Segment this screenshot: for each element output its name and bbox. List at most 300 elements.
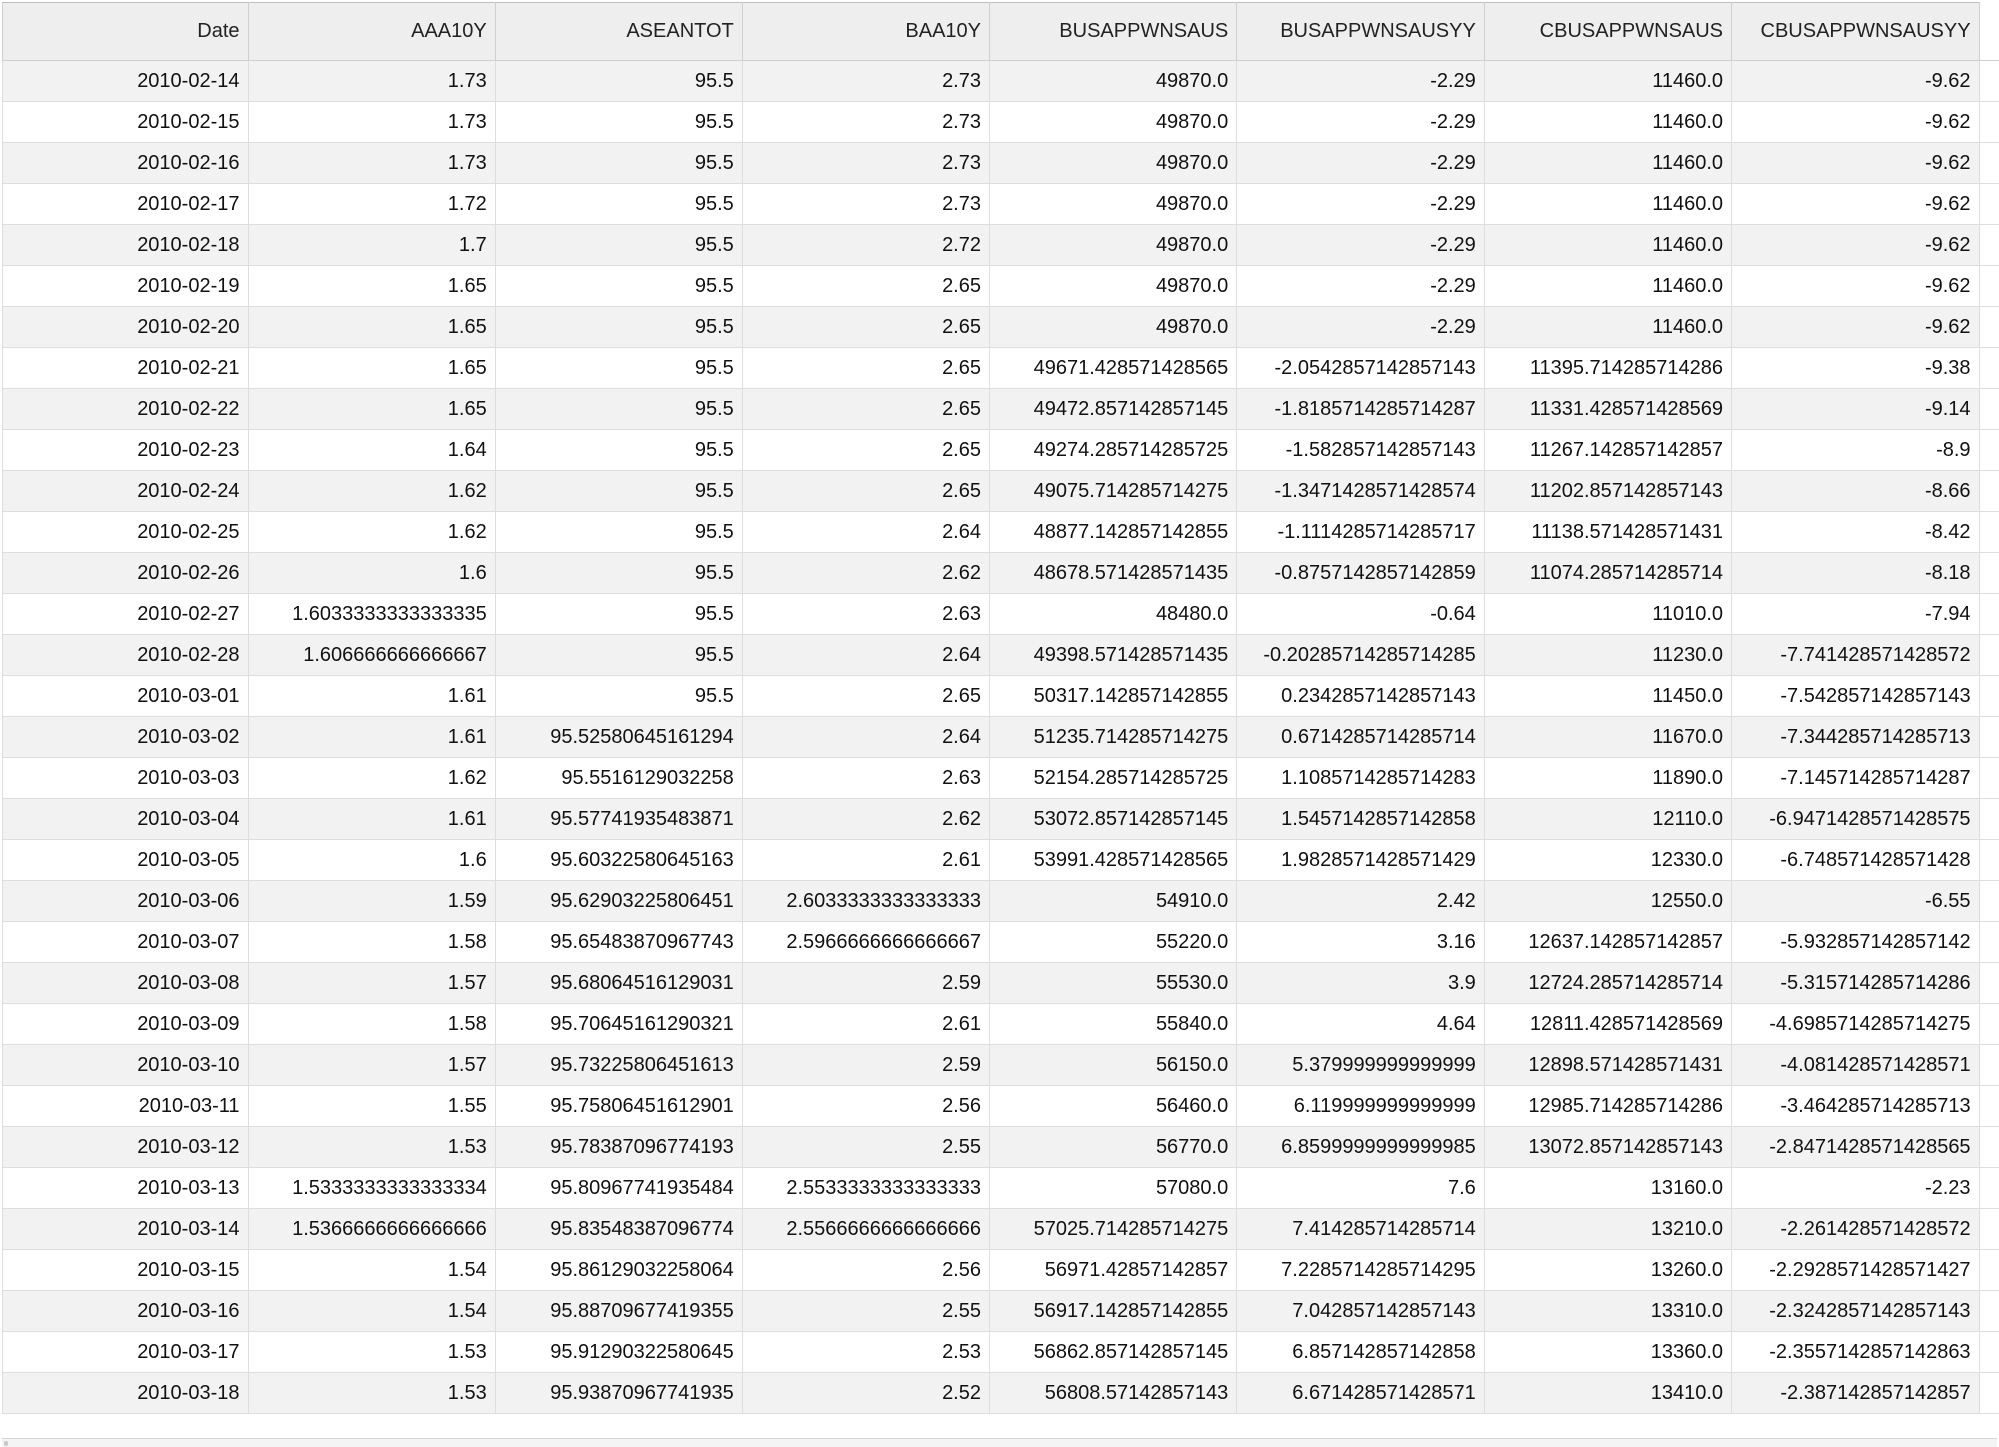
cell-aseantot[interactable]: 95.75806451612901 bbox=[495, 1086, 742, 1127]
table-row[interactable] bbox=[3, 184, 1999, 225]
cell-aseantot[interactable]: 95.86129032258064 bbox=[495, 1250, 742, 1291]
table-row[interactable] bbox=[3, 225, 1999, 266]
cell-busappwnsausyy[interactable]: -2.29 bbox=[1237, 143, 1485, 184]
cell-aseantot[interactable]: 95.83548387096774 bbox=[495, 1209, 742, 1250]
cell-busappwnsaus[interactable]: 48678.571428571435 bbox=[990, 553, 1237, 594]
table-row[interactable] bbox=[3, 881, 1999, 922]
cell-cbusappwnsausyy[interactable]: -2.3242857142857143 bbox=[1732, 1291, 1980, 1332]
cell-aseantot[interactable]: 95.78387096774193 bbox=[495, 1127, 742, 1168]
cell-busappwnsausyy[interactable]: -2.29 bbox=[1237, 102, 1485, 143]
cell-baa10y[interactable]: 2.73 bbox=[742, 143, 989, 184]
cell-busappwnsausyy[interactable]: -2.29 bbox=[1237, 61, 1485, 102]
cell-cbusappwnsausyy[interactable]: -7.145714285714287 bbox=[1732, 758, 1980, 799]
cell-aseantot[interactable]: 95.5 bbox=[495, 184, 742, 225]
cell-busappwnsausyy[interactable]: -2.29 bbox=[1237, 184, 1485, 225]
cell-date[interactable]: 2010-02-27 bbox=[3, 594, 249, 635]
cell-aaa10y[interactable]: 1.73 bbox=[248, 143, 495, 184]
cell-aaa10y[interactable]: 1.61 bbox=[248, 676, 495, 717]
cell-aaa10y[interactable]: 1.65 bbox=[248, 307, 495, 348]
cell-aseantot[interactable]: 95.88709677419355 bbox=[495, 1291, 742, 1332]
cell-baa10y[interactable]: 2.65 bbox=[742, 307, 989, 348]
cell-baa10y[interactable]: 2.61 bbox=[742, 840, 989, 881]
cell-date[interactable]: 2010-03-12 bbox=[3, 1127, 249, 1168]
cell-aseantot[interactable]: 95.5 bbox=[495, 266, 742, 307]
table-row[interactable] bbox=[3, 553, 1999, 594]
cell-date[interactable]: 2010-03-14 bbox=[3, 1209, 249, 1250]
cell-aseantot[interactable]: 95.5 bbox=[495, 635, 742, 676]
cell-cbusappwnsausyy[interactable]: -5.932857142857142 bbox=[1732, 922, 1980, 963]
cell-cbusappwnsausyy[interactable]: -6.9471428571428575 bbox=[1732, 799, 1980, 840]
cell-cbusappwnsaus[interactable]: 11890.0 bbox=[1484, 758, 1731, 799]
cell-aseantot[interactable]: 95.5 bbox=[495, 389, 742, 430]
cell-busappwnsaus[interactable]: 55840.0 bbox=[990, 1004, 1237, 1045]
cell-cbusappwnsaus[interactable]: 11670.0 bbox=[1484, 717, 1731, 758]
cell-aaa10y[interactable]: 1.5366666666666666 bbox=[248, 1209, 495, 1250]
cell-cbusappwnsaus[interactable]: 11460.0 bbox=[1484, 61, 1731, 102]
cell-busappwnsausyy[interactable]: 0.2342857142857143 bbox=[1237, 676, 1485, 717]
cell-aaa10y[interactable]: 1.606666666666667 bbox=[248, 635, 495, 676]
cell-busappwnsausyy[interactable]: -0.64 bbox=[1237, 594, 1485, 635]
cell-date[interactable]: 2010-03-07 bbox=[3, 922, 249, 963]
cell-aseantot[interactable]: 95.5 bbox=[495, 348, 742, 389]
cell-cbusappwnsaus[interactable]: 11460.0 bbox=[1484, 307, 1731, 348]
cell-busappwnsaus[interactable]: 49472.857142857145 bbox=[990, 389, 1237, 430]
cell-aaa10y[interactable]: 1.73 bbox=[248, 102, 495, 143]
cell-busappwnsaus[interactable]: 49075.714285714275 bbox=[990, 471, 1237, 512]
cell-baa10y[interactable]: 2.55 bbox=[742, 1127, 989, 1168]
cell-cbusappwnsausyy[interactable]: -7.344285714285713 bbox=[1732, 717, 1980, 758]
cell-aseantot[interactable]: 95.70645161290321 bbox=[495, 1004, 742, 1045]
cell-aaa10y[interactable]: 1.65 bbox=[248, 389, 495, 430]
cell-cbusappwnsausyy[interactable]: -2.23 bbox=[1732, 1168, 1980, 1209]
cell-cbusappwnsaus[interactable]: 12724.285714285714 bbox=[1484, 963, 1731, 1004]
cell-aseantot[interactable]: 95.5 bbox=[495, 430, 742, 471]
cell-busappwnsaus[interactable]: 55220.0 bbox=[990, 922, 1237, 963]
table-row[interactable] bbox=[3, 676, 1999, 717]
column-header-aseantot[interactable]: ASEANTOT bbox=[495, 3, 742, 61]
cell-aaa10y[interactable]: 1.62 bbox=[248, 512, 495, 553]
table-row[interactable] bbox=[3, 389, 1999, 430]
cell-cbusappwnsaus[interactable]: 12110.0 bbox=[1484, 799, 1731, 840]
cell-aaa10y[interactable]: 1.54 bbox=[248, 1250, 495, 1291]
table-row[interactable] bbox=[3, 143, 1999, 184]
cell-busappwnsaus[interactable]: 50317.142857142855 bbox=[990, 676, 1237, 717]
cell-baa10y[interactable]: 2.62 bbox=[742, 553, 989, 594]
cell-busappwnsausyy[interactable]: 2.42 bbox=[1237, 881, 1485, 922]
cell-baa10y[interactable]: 2.72 bbox=[742, 225, 989, 266]
cell-date[interactable]: 2010-03-06 bbox=[3, 881, 249, 922]
cell-cbusappwnsausyy[interactable]: -8.18 bbox=[1732, 553, 1980, 594]
table-row[interactable] bbox=[3, 512, 1999, 553]
cell-busappwnsaus[interactable]: 52154.285714285725 bbox=[990, 758, 1237, 799]
cell-busappwnsaus[interactable]: 49870.0 bbox=[990, 143, 1237, 184]
cell-aaa10y[interactable]: 1.73 bbox=[248, 61, 495, 102]
cell-busappwnsausyy[interactable]: -1.1114285714285717 bbox=[1237, 512, 1485, 553]
cell-cbusappwnsaus[interactable]: 11460.0 bbox=[1484, 143, 1731, 184]
cell-busappwnsaus[interactable]: 49671.428571428565 bbox=[990, 348, 1237, 389]
cell-cbusappwnsausyy[interactable]: -9.38 bbox=[1732, 348, 1980, 389]
cell-cbusappwnsausyy[interactable]: -4.081428571428571 bbox=[1732, 1045, 1980, 1086]
column-header-busappwnsaus[interactable]: BUSAPPWNSAUS bbox=[990, 3, 1237, 61]
cell-date[interactable]: 2010-03-01 bbox=[3, 676, 249, 717]
cell-aaa10y[interactable]: 1.6033333333333335 bbox=[248, 594, 495, 635]
cell-cbusappwnsaus[interactable]: 13410.0 bbox=[1484, 1373, 1731, 1414]
column-header-busappwnsausyy[interactable]: BUSAPPWNSAUSYY bbox=[1237, 3, 1485, 61]
cell-aseantot[interactable]: 95.5516129032258 bbox=[495, 758, 742, 799]
cell-busappwnsaus[interactable]: 54910.0 bbox=[990, 881, 1237, 922]
cell-cbusappwnsausyy[interactable]: -2.2928571428571427 bbox=[1732, 1250, 1980, 1291]
cell-cbusappwnsaus[interactable]: 11331.428571428569 bbox=[1484, 389, 1731, 430]
cell-cbusappwnsaus[interactable]: 11450.0 bbox=[1484, 676, 1731, 717]
cell-aaa10y[interactable]: 1.55 bbox=[248, 1086, 495, 1127]
cell-cbusappwnsausyy[interactable]: -9.62 bbox=[1732, 143, 1980, 184]
cell-busappwnsausyy[interactable]: -0.20285714285714285 bbox=[1237, 635, 1485, 676]
cell-aseantot[interactable]: 95.5 bbox=[495, 307, 742, 348]
cell-date[interactable]: 2010-03-08 bbox=[3, 963, 249, 1004]
cell-cbusappwnsausyy[interactable]: -9.62 bbox=[1732, 61, 1980, 102]
table-row[interactable] bbox=[3, 799, 1999, 840]
cell-busappwnsausyy[interactable]: -1.582857142857143 bbox=[1237, 430, 1485, 471]
cell-aseantot[interactable]: 95.5 bbox=[495, 61, 742, 102]
table-row[interactable] bbox=[3, 1250, 1999, 1291]
table-row[interactable] bbox=[3, 635, 1999, 676]
cell-cbusappwnsausyy[interactable]: -8.66 bbox=[1732, 471, 1980, 512]
cell-cbusappwnsausyy[interactable]: -8.42 bbox=[1732, 512, 1980, 553]
cell-busappwnsausyy[interactable]: 7.2285714285714295 bbox=[1237, 1250, 1485, 1291]
column-header-cbusappwnsaus[interactable]: CBUSAPPWNSAUS bbox=[1484, 3, 1731, 61]
table-row[interactable] bbox=[3, 594, 1999, 635]
cell-date[interactable]: 2010-02-24 bbox=[3, 471, 249, 512]
cell-aaa10y[interactable]: 1.54 bbox=[248, 1291, 495, 1332]
cell-date[interactable]: 2010-02-26 bbox=[3, 553, 249, 594]
cell-aaa10y[interactable]: 1.6 bbox=[248, 553, 495, 594]
cell-date[interactable]: 2010-03-09 bbox=[3, 1004, 249, 1045]
cell-aaa10y[interactable]: 1.61 bbox=[248, 799, 495, 840]
cell-busappwnsaus[interactable]: 56862.857142857145 bbox=[990, 1332, 1237, 1373]
cell-aseantot[interactable]: 95.68064516129031 bbox=[495, 963, 742, 1004]
cell-date[interactable]: 2010-02-14 bbox=[3, 61, 249, 102]
cell-cbusappwnsausyy[interactable]: -9.62 bbox=[1732, 266, 1980, 307]
cell-cbusappwnsaus[interactable]: 11010.0 bbox=[1484, 594, 1731, 635]
table-row[interactable] bbox=[3, 1045, 1999, 1086]
table-row[interactable] bbox=[3, 1127, 1999, 1168]
table-row[interactable] bbox=[3, 61, 1999, 102]
table-row[interactable] bbox=[3, 102, 1999, 143]
column-header-cbusappwnsausyy[interactable]: CBUSAPPWNSAUSYY bbox=[1732, 3, 1980, 61]
cell-busappwnsausyy[interactable]: -2.29 bbox=[1237, 225, 1485, 266]
cell-aaa10y[interactable]: 1.58 bbox=[248, 1004, 495, 1045]
table-row[interactable] bbox=[3, 1168, 1999, 1209]
cell-cbusappwnsausyy[interactable]: -9.62 bbox=[1732, 225, 1980, 266]
cell-busappwnsausyy[interactable]: 1.9828571428571429 bbox=[1237, 840, 1485, 881]
cell-cbusappwnsaus[interactable]: 11460.0 bbox=[1484, 102, 1731, 143]
cell-cbusappwnsausyy[interactable]: -9.62 bbox=[1732, 184, 1980, 225]
cell-cbusappwnsausyy[interactable]: -2.3557142857142863 bbox=[1732, 1332, 1980, 1373]
cell-busappwnsaus[interactable]: 57025.714285714275 bbox=[990, 1209, 1237, 1250]
cell-busappwnsausyy[interactable]: 1.1085714285714283 bbox=[1237, 758, 1485, 799]
cell-baa10y[interactable]: 2.5966666666666667 bbox=[742, 922, 989, 963]
cell-busappwnsausyy[interactable]: 3.9 bbox=[1237, 963, 1485, 1004]
cell-busappwnsaus[interactable]: 49274.285714285725 bbox=[990, 430, 1237, 471]
cell-busappwnsaus[interactable]: 56808.57142857143 bbox=[990, 1373, 1237, 1414]
table-row[interactable] bbox=[3, 471, 1999, 512]
cell-busappwnsaus[interactable]: 51235.714285714275 bbox=[990, 717, 1237, 758]
cell-cbusappwnsaus[interactable]: 12330.0 bbox=[1484, 840, 1731, 881]
cell-cbusappwnsaus[interactable]: 13360.0 bbox=[1484, 1332, 1731, 1373]
cell-busappwnsausyy[interactable]: 7.6 bbox=[1237, 1168, 1485, 1209]
cell-date[interactable]: 2010-02-19 bbox=[3, 266, 249, 307]
cell-baa10y[interactable]: 2.5566666666666666 bbox=[742, 1209, 989, 1250]
cell-cbusappwnsausyy[interactable]: -2.261428571428572 bbox=[1732, 1209, 1980, 1250]
cell-busappwnsaus[interactable]: 49870.0 bbox=[990, 184, 1237, 225]
cell-baa10y[interactable]: 2.73 bbox=[742, 102, 989, 143]
cell-cbusappwnsaus[interactable]: 11395.714285714286 bbox=[1484, 348, 1731, 389]
scrollbar-thumb[interactable] bbox=[4, 1441, 8, 1446]
cell-cbusappwnsaus[interactable]: 11138.571428571431 bbox=[1484, 512, 1731, 553]
cell-cbusappwnsausyy[interactable]: -6.55 bbox=[1732, 881, 1980, 922]
cell-aaa10y[interactable]: 1.7 bbox=[248, 225, 495, 266]
cell-busappwnsausyy[interactable]: -2.0542857142857143 bbox=[1237, 348, 1485, 389]
cell-aaa10y[interactable]: 1.72 bbox=[248, 184, 495, 225]
cell-busappwnsausyy[interactable]: 6.857142857142858 bbox=[1237, 1332, 1485, 1373]
cell-baa10y[interactable]: 2.6033333333333333 bbox=[742, 881, 989, 922]
cell-cbusappwnsausyy[interactable]: -4.6985714285714275 bbox=[1732, 1004, 1980, 1045]
cell-aseantot[interactable]: 95.5 bbox=[495, 676, 742, 717]
cell-date[interactable]: 2010-03-04 bbox=[3, 799, 249, 840]
table-row[interactable] bbox=[3, 840, 1999, 881]
cell-cbusappwnsausyy[interactable]: -2.8471428571428565 bbox=[1732, 1127, 1980, 1168]
cell-cbusappwnsaus[interactable]: 12637.142857142857 bbox=[1484, 922, 1731, 963]
cell-baa10y[interactable]: 2.65 bbox=[742, 430, 989, 471]
cell-cbusappwnsaus[interactable]: 11230.0 bbox=[1484, 635, 1731, 676]
table-row[interactable] bbox=[3, 1291, 1999, 1332]
column-header-baa10y[interactable]: BAA10Y bbox=[742, 3, 989, 61]
cell-date[interactable]: 2010-03-17 bbox=[3, 1332, 249, 1373]
cell-cbusappwnsausyy[interactable]: -3.464285714285713 bbox=[1732, 1086, 1980, 1127]
cell-date[interactable]: 2010-02-23 bbox=[3, 430, 249, 471]
cell-baa10y[interactable]: 2.73 bbox=[742, 184, 989, 225]
table-row[interactable] bbox=[3, 963, 1999, 1004]
cell-busappwnsaus[interactable]: 55530.0 bbox=[990, 963, 1237, 1004]
cell-cbusappwnsaus[interactable]: 11267.142857142857 bbox=[1484, 430, 1731, 471]
cell-cbusappwnsaus[interactable]: 11202.857142857143 bbox=[1484, 471, 1731, 512]
table-row[interactable] bbox=[3, 1332, 1999, 1373]
cell-busappwnsaus[interactable]: 56150.0 bbox=[990, 1045, 1237, 1086]
cell-aaa10y[interactable]: 1.58 bbox=[248, 922, 495, 963]
cell-baa10y[interactable]: 2.64 bbox=[742, 635, 989, 676]
cell-baa10y[interactable]: 2.65 bbox=[742, 348, 989, 389]
cell-baa10y[interactable]: 2.56 bbox=[742, 1250, 989, 1291]
cell-baa10y[interactable]: 2.73 bbox=[742, 61, 989, 102]
cell-cbusappwnsausyy[interactable]: -8.9 bbox=[1732, 430, 1980, 471]
cell-aseantot[interactable]: 95.5 bbox=[495, 143, 742, 184]
cell-aseantot[interactable]: 95.5 bbox=[495, 553, 742, 594]
cell-cbusappwnsaus[interactable]: 13260.0 bbox=[1484, 1250, 1731, 1291]
cell-busappwnsausyy[interactable]: -2.29 bbox=[1237, 307, 1485, 348]
cell-date[interactable]: 2010-03-10 bbox=[3, 1045, 249, 1086]
cell-cbusappwnsausyy[interactable]: -7.741428571428572 bbox=[1732, 635, 1980, 676]
cell-busappwnsausyy[interactable]: 6.8599999999999985 bbox=[1237, 1127, 1485, 1168]
cell-aaa10y[interactable]: 1.57 bbox=[248, 1045, 495, 1086]
cell-busappwnsausyy[interactable]: 6.119999999999999 bbox=[1237, 1086, 1485, 1127]
cell-aseantot[interactable]: 95.5 bbox=[495, 225, 742, 266]
table-row[interactable] bbox=[3, 1373, 1999, 1414]
table-row[interactable] bbox=[3, 1004, 1999, 1045]
cell-aseantot[interactable]: 95.5 bbox=[495, 594, 742, 635]
cell-baa10y[interactable]: 2.56 bbox=[742, 1086, 989, 1127]
cell-busappwnsaus[interactable]: 48877.142857142855 bbox=[990, 512, 1237, 553]
cell-aseantot[interactable]: 95.93870967741935 bbox=[495, 1373, 742, 1414]
cell-busappwnsausyy[interactable]: -2.29 bbox=[1237, 266, 1485, 307]
cell-busappwnsaus[interactable]: 56917.142857142855 bbox=[990, 1291, 1237, 1332]
cell-aseantot[interactable]: 95.5 bbox=[495, 102, 742, 143]
cell-busappwnsaus[interactable]: 49870.0 bbox=[990, 266, 1237, 307]
cell-busappwnsausyy[interactable]: 5.379999999999999 bbox=[1237, 1045, 1485, 1086]
cell-busappwnsaus[interactable]: 49870.0 bbox=[990, 225, 1237, 266]
cell-aseantot[interactable]: 95.62903225806451 bbox=[495, 881, 742, 922]
cell-cbusappwnsausyy[interactable]: -9.14 bbox=[1732, 389, 1980, 430]
cell-busappwnsausyy[interactable]: -1.8185714285714287 bbox=[1237, 389, 1485, 430]
cell-aseantot[interactable]: 95.80967741935484 bbox=[495, 1168, 742, 1209]
cell-baa10y[interactable]: 2.55 bbox=[742, 1291, 989, 1332]
cell-cbusappwnsausyy[interactable]: -7.542857142857143 bbox=[1732, 676, 1980, 717]
cell-cbusappwnsaus[interactable]: 11460.0 bbox=[1484, 184, 1731, 225]
cell-date[interactable]: 2010-03-11 bbox=[3, 1086, 249, 1127]
cell-baa10y[interactable]: 2.59 bbox=[742, 963, 989, 1004]
column-header-aaa10y[interactable]: AAA10Y bbox=[248, 3, 495, 61]
cell-aaa10y[interactable]: 1.64 bbox=[248, 430, 495, 471]
cell-busappwnsaus[interactable]: 48480.0 bbox=[990, 594, 1237, 635]
cell-busappwnsaus[interactable]: 53991.428571428565 bbox=[990, 840, 1237, 881]
cell-busappwnsausyy[interactable]: 6.671428571428571 bbox=[1237, 1373, 1485, 1414]
cell-date[interactable]: 2010-02-28 bbox=[3, 635, 249, 676]
cell-busappwnsaus[interactable]: 49398.571428571435 bbox=[990, 635, 1237, 676]
cell-cbusappwnsaus[interactable]: 12985.714285714286 bbox=[1484, 1086, 1731, 1127]
table-row[interactable] bbox=[3, 430, 1999, 471]
cell-aaa10y[interactable]: 1.61 bbox=[248, 717, 495, 758]
cell-baa10y[interactable]: 2.65 bbox=[742, 676, 989, 717]
cell-date[interactable]: 2010-02-15 bbox=[3, 102, 249, 143]
cell-cbusappwnsaus[interactable]: 13160.0 bbox=[1484, 1168, 1731, 1209]
cell-aaa10y[interactable]: 1.53 bbox=[248, 1332, 495, 1373]
cell-baa10y[interactable]: 2.64 bbox=[742, 717, 989, 758]
table-row[interactable] bbox=[3, 348, 1999, 389]
cell-cbusappwnsaus[interactable]: 12550.0 bbox=[1484, 881, 1731, 922]
cell-busappwnsausyy[interactable]: 0.6714285714285714 bbox=[1237, 717, 1485, 758]
cell-cbusappwnsaus[interactable]: 11460.0 bbox=[1484, 266, 1731, 307]
cell-date[interactable]: 2010-03-02 bbox=[3, 717, 249, 758]
horizontal-scrollbar[interactable] bbox=[2, 1438, 1997, 1447]
cell-baa10y[interactable]: 2.62 bbox=[742, 799, 989, 840]
cell-date[interactable]: 2010-02-18 bbox=[3, 225, 249, 266]
cell-baa10y[interactable]: 2.63 bbox=[742, 758, 989, 799]
cell-aaa10y[interactable]: 1.53 bbox=[248, 1373, 495, 1414]
cell-aseantot[interactable]: 95.60322580645163 bbox=[495, 840, 742, 881]
cell-date[interactable]: 2010-03-15 bbox=[3, 1250, 249, 1291]
cell-cbusappwnsaus[interactable]: 13310.0 bbox=[1484, 1291, 1731, 1332]
table-row[interactable] bbox=[3, 758, 1999, 799]
cell-cbusappwnsaus[interactable]: 13210.0 bbox=[1484, 1209, 1731, 1250]
table-row[interactable] bbox=[3, 1086, 1999, 1127]
cell-aaa10y[interactable]: 1.62 bbox=[248, 758, 495, 799]
cell-busappwnsaus[interactable]: 49870.0 bbox=[990, 307, 1237, 348]
cell-busappwnsausyy[interactable]: 7.414285714285714 bbox=[1237, 1209, 1485, 1250]
cell-aseantot[interactable]: 95.5 bbox=[495, 471, 742, 512]
cell-date[interactable]: 2010-03-05 bbox=[3, 840, 249, 881]
cell-busappwnsausyy[interactable]: 7.042857142857143 bbox=[1237, 1291, 1485, 1332]
cell-aseantot[interactable]: 95.65483870967743 bbox=[495, 922, 742, 963]
table-row[interactable] bbox=[3, 922, 1999, 963]
table-row[interactable] bbox=[3, 717, 1999, 758]
cell-aseantot[interactable]: 95.73225806451613 bbox=[495, 1045, 742, 1086]
cell-aseantot[interactable]: 95.91290322580645 bbox=[495, 1332, 742, 1373]
column-header-date[interactable]: Date bbox=[3, 3, 249, 61]
cell-aseantot[interactable]: 95.5 bbox=[495, 512, 742, 553]
cell-baa10y[interactable]: 2.53 bbox=[742, 1332, 989, 1373]
cell-busappwnsaus[interactable]: 56770.0 bbox=[990, 1127, 1237, 1168]
cell-date[interactable]: 2010-02-16 bbox=[3, 143, 249, 184]
cell-busappwnsaus[interactable]: 57080.0 bbox=[990, 1168, 1237, 1209]
cell-baa10y[interactable]: 2.65 bbox=[742, 471, 989, 512]
cell-cbusappwnsaus[interactable]: 11074.285714285714 bbox=[1484, 553, 1731, 594]
cell-aaa10y[interactable]: 1.62 bbox=[248, 471, 495, 512]
cell-date[interactable]: 2010-02-25 bbox=[3, 512, 249, 553]
cell-baa10y[interactable]: 2.61 bbox=[742, 1004, 989, 1045]
cell-busappwnsausyy[interactable]: -1.3471428571428574 bbox=[1237, 471, 1485, 512]
cell-cbusappwnsausyy[interactable]: -2.387142857142857 bbox=[1732, 1373, 1980, 1414]
cell-baa10y[interactable]: 2.5533333333333333 bbox=[742, 1168, 989, 1209]
cell-baa10y[interactable]: 2.59 bbox=[742, 1045, 989, 1086]
cell-cbusappwnsausyy[interactable]: -5.315714285714286 bbox=[1732, 963, 1980, 1004]
cell-busappwnsausyy[interactable]: 1.5457142857142858 bbox=[1237, 799, 1485, 840]
cell-cbusappwnsausyy[interactable]: -7.94 bbox=[1732, 594, 1980, 635]
cell-baa10y[interactable]: 2.65 bbox=[742, 389, 989, 430]
cell-cbusappwnsaus[interactable]: 12811.428571428569 bbox=[1484, 1004, 1731, 1045]
cell-aaa10y[interactable]: 1.53 bbox=[248, 1127, 495, 1168]
cell-baa10y[interactable]: 2.52 bbox=[742, 1373, 989, 1414]
table-row[interactable] bbox=[3, 307, 1999, 348]
cell-aaa10y[interactable]: 1.65 bbox=[248, 348, 495, 389]
cell-cbusappwnsausyy[interactable]: -9.62 bbox=[1732, 307, 1980, 348]
cell-aseantot[interactable]: 95.52580645161294 bbox=[495, 717, 742, 758]
cell-baa10y[interactable]: 2.64 bbox=[742, 512, 989, 553]
cell-aaa10y[interactable]: 1.65 bbox=[248, 266, 495, 307]
cell-busappwnsausyy[interactable]: 3.16 bbox=[1237, 922, 1485, 963]
table-row[interactable] bbox=[3, 1209, 1999, 1250]
cell-date[interactable]: 2010-03-16 bbox=[3, 1291, 249, 1332]
cell-date[interactable]: 2010-02-20 bbox=[3, 307, 249, 348]
cell-aaa10y[interactable]: 1.57 bbox=[248, 963, 495, 1004]
cell-busappwnsaus[interactable]: 56460.0 bbox=[990, 1086, 1237, 1127]
table-row[interactable] bbox=[3, 266, 1999, 307]
cell-busappwnsaus[interactable]: 49870.0 bbox=[990, 61, 1237, 102]
cell-busappwnsausyy[interactable]: 4.64 bbox=[1237, 1004, 1485, 1045]
cell-date[interactable]: 2010-02-17 bbox=[3, 184, 249, 225]
cell-cbusappwnsausyy[interactable]: -6.748571428571428 bbox=[1732, 840, 1980, 881]
cell-baa10y[interactable]: 2.65 bbox=[742, 266, 989, 307]
cell-busappwnsausyy[interactable]: -0.8757142857142859 bbox=[1237, 553, 1485, 594]
cell-cbusappwnsaus[interactable]: 12898.571428571431 bbox=[1484, 1045, 1731, 1086]
cell-cbusappwnsausyy[interactable]: -9.62 bbox=[1732, 102, 1980, 143]
cell-date[interactable]: 2010-03-18 bbox=[3, 1373, 249, 1414]
cell-busappwnsaus[interactable]: 56971.42857142857 bbox=[990, 1250, 1237, 1291]
cell-aseantot[interactable]: 95.57741935483871 bbox=[495, 799, 742, 840]
cell-date[interactable]: 2010-02-21 bbox=[3, 348, 249, 389]
cell-date[interactable]: 2010-03-13 bbox=[3, 1168, 249, 1209]
cell-date[interactable]: 2010-03-03 bbox=[3, 758, 249, 799]
cell-busappwnsaus[interactable]: 49870.0 bbox=[990, 102, 1237, 143]
cell-aaa10y[interactable]: 1.6 bbox=[248, 840, 495, 881]
